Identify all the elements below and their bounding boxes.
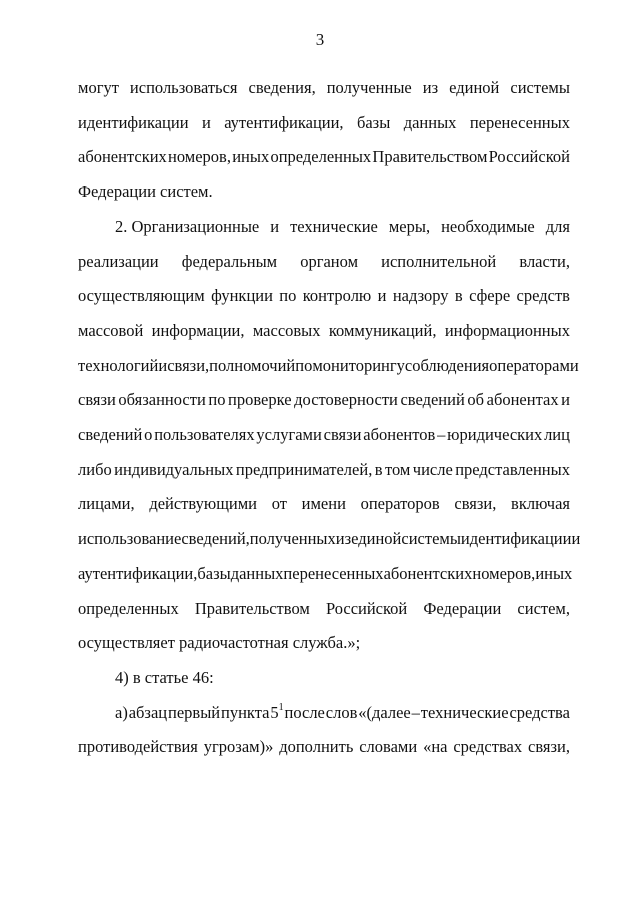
word: представленных <box>455 459 570 479</box>
word: пользователях <box>154 425 255 445</box>
word: средствах <box>453 737 523 757</box>
text-line <box>78 522 581 557</box>
word: абонентских <box>383 563 473 583</box>
word: технологий <box>78 355 159 375</box>
word: 2. Организационные <box>115 216 260 236</box>
word: федеральным <box>181 251 278 271</box>
word: информации, <box>151 320 245 340</box>
word: полномочий <box>209 355 296 375</box>
word: связи <box>78 390 116 410</box>
word: технические <box>420 702 509 722</box>
text-line <box>78 71 570 106</box>
word: Российской <box>325 598 408 618</box>
word: том <box>384 459 411 479</box>
word: обязанности <box>118 390 206 410</box>
word: базы <box>197 563 231 583</box>
word: абонентах <box>486 390 559 410</box>
text-line <box>78 418 570 453</box>
word: аутентификации, <box>224 112 344 132</box>
word: и <box>561 390 570 410</box>
word: систем, <box>517 598 570 618</box>
word: данных <box>403 112 457 132</box>
word: соблюдения <box>404 355 490 375</box>
word: а) <box>115 702 128 722</box>
word: полученные <box>326 78 412 97</box>
word: органом <box>300 251 359 271</box>
word: по <box>279 286 297 306</box>
word: определенных <box>78 598 179 618</box>
word: и <box>201 112 211 132</box>
word: абонентских <box>78 147 167 167</box>
word: необходимые <box>441 216 535 236</box>
word: единой <box>351 529 402 549</box>
word: коммуникаций, <box>328 320 437 340</box>
text-line: 4) в статье 46: <box>115 667 214 687</box>
text-line <box>78 349 579 384</box>
word: для <box>545 216 570 236</box>
word: абзац <box>128 702 168 722</box>
word: системы <box>510 78 570 97</box>
text-line <box>78 245 570 280</box>
text-line <box>78 140 570 175</box>
word: индивидуальных <box>114 459 234 479</box>
word: и <box>571 529 581 549</box>
word: перенесенных <box>283 563 384 583</box>
word: включая <box>511 494 570 514</box>
word: контролю <box>302 286 372 306</box>
word: массовых <box>252 320 321 340</box>
word: Федерации <box>423 598 502 618</box>
word: иных <box>535 563 573 583</box>
word: лиц <box>544 425 570 445</box>
word: проверке <box>228 390 292 410</box>
word: меры, <box>388 216 431 236</box>
word: власти, <box>519 251 570 271</box>
text-line <box>78 487 570 522</box>
word: мониторингу <box>312 355 405 375</box>
word: могут <box>78 78 119 97</box>
word: массовой <box>78 320 144 340</box>
word: технические <box>290 216 378 236</box>
word: полученных <box>249 529 336 549</box>
word: реализации <box>78 251 159 271</box>
word: средств <box>516 286 570 306</box>
word: по <box>295 355 313 375</box>
word: абонентов <box>363 425 436 445</box>
word: числе <box>412 459 453 479</box>
word: $5^1$ <box>270 702 284 722</box>
word: достоверности <box>294 390 398 410</box>
word: сфере <box>469 286 511 306</box>
text-line <box>78 592 570 627</box>
word: системы <box>401 529 461 549</box>
word: операторов <box>360 494 440 514</box>
word: от <box>271 494 287 514</box>
text-line <box>78 279 570 314</box>
text-line <box>78 383 570 418</box>
word: сведений, <box>181 529 250 549</box>
word: первый <box>168 702 221 722</box>
word: Правительством <box>372 147 488 167</box>
word: действующими <box>149 494 258 514</box>
word: и <box>158 355 168 375</box>
word: сведения, <box>248 78 316 97</box>
word: определенных <box>270 147 372 167</box>
word: информационных <box>444 320 570 340</box>
text-line <box>78 730 570 765</box>
word: «(далее <box>358 702 411 722</box>
word: предпринимателей, <box>235 459 373 479</box>
document-body <box>78 71 581 765</box>
word: после <box>284 702 325 722</box>
word: средства <box>509 702 570 722</box>
word: аутентификации, <box>78 563 198 583</box>
word: иных <box>232 147 270 167</box>
word: противодействия <box>78 737 198 757</box>
text-line <box>78 696 570 731</box>
word: связи, <box>454 494 497 514</box>
word: – <box>411 702 420 722</box>
word: номеров, <box>168 147 231 167</box>
word: функции <box>211 286 273 306</box>
word: в <box>454 286 463 306</box>
word: перенесенных <box>469 112 570 132</box>
word: базы <box>356 112 391 132</box>
word: данных <box>230 563 284 583</box>
text-line <box>78 314 570 349</box>
text-line: Федерации систем. <box>78 182 213 202</box>
word: исполнительной <box>381 251 497 271</box>
text-line <box>78 557 573 592</box>
word: лицами, <box>78 494 135 514</box>
word: осуществляющим <box>78 286 205 306</box>
word: услугами <box>256 425 322 445</box>
word: идентификации <box>460 529 572 549</box>
word: идентификации <box>78 112 189 132</box>
word: и <box>377 286 387 306</box>
text-line: осуществляет радиочастотная служба.»; <box>78 633 361 653</box>
word: угрозам)» <box>203 737 274 757</box>
word: пункта <box>221 702 270 722</box>
word: связи, <box>528 737 570 757</box>
word: и <box>270 216 280 236</box>
word: «на <box>423 737 448 757</box>
word: слов <box>325 702 358 722</box>
word: сведений <box>400 390 465 410</box>
word: из <box>422 78 439 97</box>
word: связи <box>323 425 362 445</box>
word: – <box>437 425 446 445</box>
text-line <box>78 210 570 245</box>
word: дополнить <box>279 737 354 757</box>
word: единой <box>449 78 500 97</box>
page-number: 3 <box>315 30 325 49</box>
text-line <box>78 453 570 488</box>
word: юридических <box>447 425 543 445</box>
word: Российской <box>488 147 570 167</box>
word: об <box>467 390 485 410</box>
word: Правительством <box>194 598 310 618</box>
word: надзору <box>392 286 449 306</box>
word: либо <box>78 459 112 479</box>
word: использование <box>78 529 182 549</box>
word: словами <box>359 737 418 757</box>
word: из <box>335 529 352 549</box>
word: использоваться <box>129 78 238 97</box>
word: связи, <box>167 355 210 375</box>
word: номеров, <box>472 563 536 583</box>
word: имени <box>301 494 346 514</box>
text-line <box>78 106 570 141</box>
word: по <box>208 390 226 410</box>
word: в <box>374 459 383 479</box>
word: о <box>144 425 153 445</box>
word: операторами <box>489 355 579 375</box>
word: сведений <box>78 425 143 445</box>
